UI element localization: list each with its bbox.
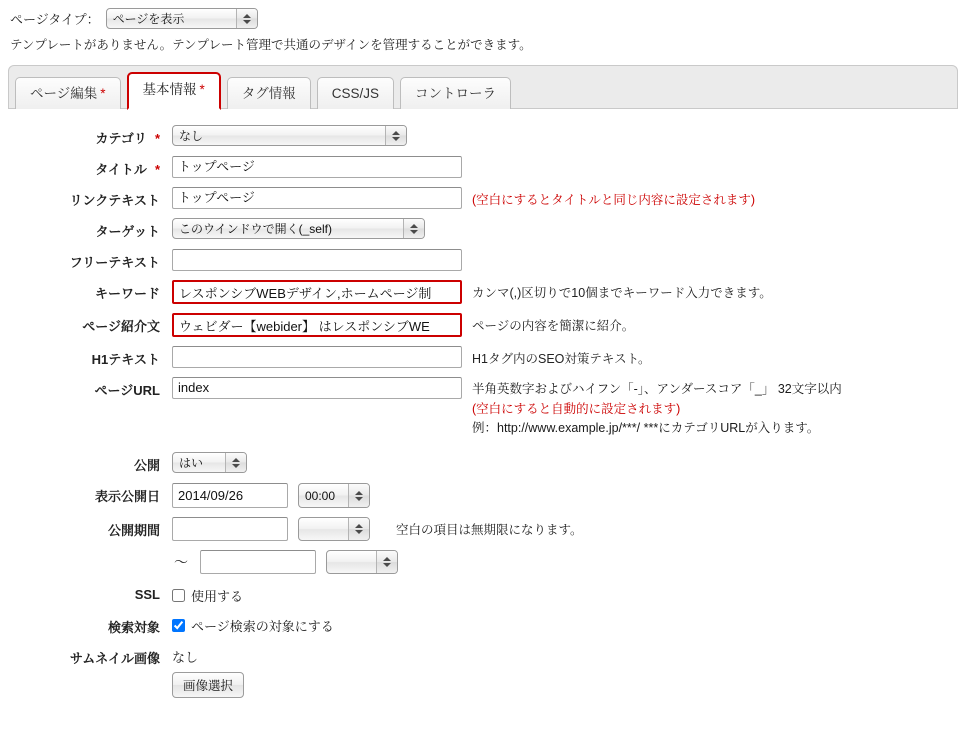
ssl-checkbox-label: 使用する xyxy=(191,589,244,605)
tab-tag-info[interactable] xyxy=(227,77,311,109)
pagetype-bar xyxy=(0,0,966,29)
ssl-checkbox[interactable] xyxy=(172,589,185,602)
template-note: テンプレートがありません。テンプレート管理で共通のデザインを管理することができます。 xyxy=(10,38,532,52)
linktext-input[interactable] xyxy=(172,187,462,209)
label-publish-period-end xyxy=(0,550,172,553)
description-input[interactable] xyxy=(172,313,462,337)
pageurl-input[interactable] xyxy=(172,377,462,399)
chevron-updown-icon xyxy=(236,9,257,28)
field-publish xyxy=(172,452,247,473)
chevron-updown-icon xyxy=(376,551,397,573)
chevron-updown-icon xyxy=(348,518,369,540)
label-publish-period: 公開期間 xyxy=(107,523,160,539)
category-select[interactable] xyxy=(172,125,407,146)
row-search-target xyxy=(0,614,966,636)
field-publish-period xyxy=(172,517,583,541)
field-keyword xyxy=(172,280,772,304)
publish-select-value: はい xyxy=(179,456,204,471)
label-publish-date: 表示公開日 xyxy=(94,489,160,505)
row-category xyxy=(0,125,966,147)
row-publish-period xyxy=(0,517,966,541)
label-publish: 公開 xyxy=(133,458,160,474)
field-publish-period-end xyxy=(172,550,398,574)
tab-page-edit[interactable] xyxy=(15,77,121,109)
label-category xyxy=(0,125,172,147)
period-start-time-select[interactable] xyxy=(298,517,370,541)
label-title-text: タイトル xyxy=(95,162,147,177)
basic-info-form xyxy=(0,109,966,698)
label-h1text: H1テキスト xyxy=(91,352,160,368)
field-description xyxy=(172,313,634,337)
title-input[interactable] xyxy=(172,156,462,178)
pagetype-select-value: ページを表示 xyxy=(112,12,185,26)
period-end-date-input[interactable] xyxy=(200,550,316,574)
tab-controller[interactable] xyxy=(400,77,511,109)
row-thumbnail xyxy=(0,645,966,698)
row-target xyxy=(0,218,966,240)
target-select-value: このウインドウで開く(_self) xyxy=(179,222,332,237)
publish-period-hint: 空白の項目は無期限になります。 xyxy=(396,523,583,538)
label-freetext: フリーテキスト xyxy=(69,255,160,271)
pageurl-hint-3: 例：http://www.example.jp/***/ ***にカテゴリURLが入ります。 xyxy=(472,421,820,435)
tab-controller-label: コントローラ xyxy=(415,86,497,101)
linktext-hint: (空白にするとタイトルと同じ内容に設定されます) xyxy=(472,193,756,207)
row-title xyxy=(0,156,966,178)
tab-basic-info-required: * xyxy=(199,82,205,97)
label-description: ページ紹介文 xyxy=(82,319,160,335)
tab-strip xyxy=(8,65,958,109)
publish-time-value: 00:00 xyxy=(305,489,336,504)
period-tilde: 〜 xyxy=(174,554,188,571)
row-description xyxy=(0,313,966,337)
pagetype-select[interactable] xyxy=(106,8,258,29)
label-title xyxy=(0,156,172,178)
publish-date-input[interactable] xyxy=(172,483,288,508)
chevron-updown-icon xyxy=(225,453,246,472)
search-target-checkbox-label: ページ検索の対象にする xyxy=(191,619,334,635)
row-freetext xyxy=(0,249,966,271)
description-hint: ページの内容を簡潔に紹介。 xyxy=(472,319,635,334)
target-select[interactable] xyxy=(172,218,425,239)
field-target xyxy=(172,218,425,239)
tab-tag-info-label: タグ情報 xyxy=(241,86,296,101)
chevron-updown-icon xyxy=(385,126,406,145)
tab-css-js[interactable] xyxy=(317,77,394,109)
chevron-updown-icon xyxy=(403,219,424,238)
label-title-required: * xyxy=(154,162,160,177)
field-h1text xyxy=(172,346,651,368)
tab-basic-info-label: 基本情報 xyxy=(142,82,197,97)
field-ssl xyxy=(172,584,243,605)
period-end-time-select[interactable] xyxy=(326,550,398,574)
pagetype-label: ページタイプ： xyxy=(10,12,100,27)
h1text-input[interactable] xyxy=(172,346,462,368)
h1text-hint: H1タグ内のSEO対策テキスト。 xyxy=(472,352,651,367)
freetext-input[interactable] xyxy=(172,249,462,271)
select-image-button[interactable]: 画像選択 xyxy=(172,672,244,698)
pageurl-hints xyxy=(472,377,842,438)
field-search-target xyxy=(172,614,334,635)
pageurl-hint-2: (空白にすると自動的に設定されます) xyxy=(472,401,681,416)
field-linktext xyxy=(172,187,755,209)
label-pageurl: ページURL xyxy=(94,383,160,399)
field-title xyxy=(172,156,462,178)
keyword-input[interactable] xyxy=(172,280,462,304)
field-freetext xyxy=(172,249,462,271)
publish-select[interactable] xyxy=(172,452,247,473)
label-category-required: * xyxy=(154,131,160,146)
field-pageurl xyxy=(172,377,842,438)
category-select-value: なし xyxy=(179,129,204,143)
tab-page-edit-required: * xyxy=(100,86,106,101)
row-publish xyxy=(0,452,966,474)
tab-basic-info[interactable] xyxy=(127,72,221,110)
label-keyword: キーワード xyxy=(94,286,160,302)
row-publish-period-end xyxy=(0,550,966,574)
pageurl-hint-1: 半角英数字およびハイフン「-」、アンダースコア「_」 32文字以内 xyxy=(472,382,842,397)
field-publish-date xyxy=(172,483,370,508)
label-category-text: カテゴリ xyxy=(95,131,147,146)
chevron-updown-icon xyxy=(348,484,369,507)
field-category xyxy=(172,125,407,146)
tab-page-edit-label: ページ編集 xyxy=(30,86,98,101)
label-thumbnail: サムネイル画像 xyxy=(69,651,160,667)
row-publish-date xyxy=(0,483,966,508)
thumbnail-value: なし xyxy=(172,650,199,666)
keyword-hint: カンマ(,)区切りで10個までキーワード入力できます。 xyxy=(472,286,772,301)
label-target: ターゲット xyxy=(95,224,160,240)
search-target-checkbox[interactable] xyxy=(172,619,185,632)
row-h1text xyxy=(0,346,966,368)
row-pageurl xyxy=(0,377,966,438)
label-ssl: SSL xyxy=(134,587,160,603)
field-thumbnail xyxy=(172,645,244,698)
row-linktext xyxy=(0,187,966,209)
row-ssl xyxy=(0,584,966,605)
label-search-target: 検索対象 xyxy=(107,620,160,636)
publish-time-select[interactable] xyxy=(298,483,370,508)
tab-css-js-label: CSS/JS xyxy=(331,86,380,101)
row-keyword xyxy=(0,280,966,304)
period-start-date-input[interactable] xyxy=(172,517,288,541)
label-linktext: リンクテキスト xyxy=(69,193,160,208)
